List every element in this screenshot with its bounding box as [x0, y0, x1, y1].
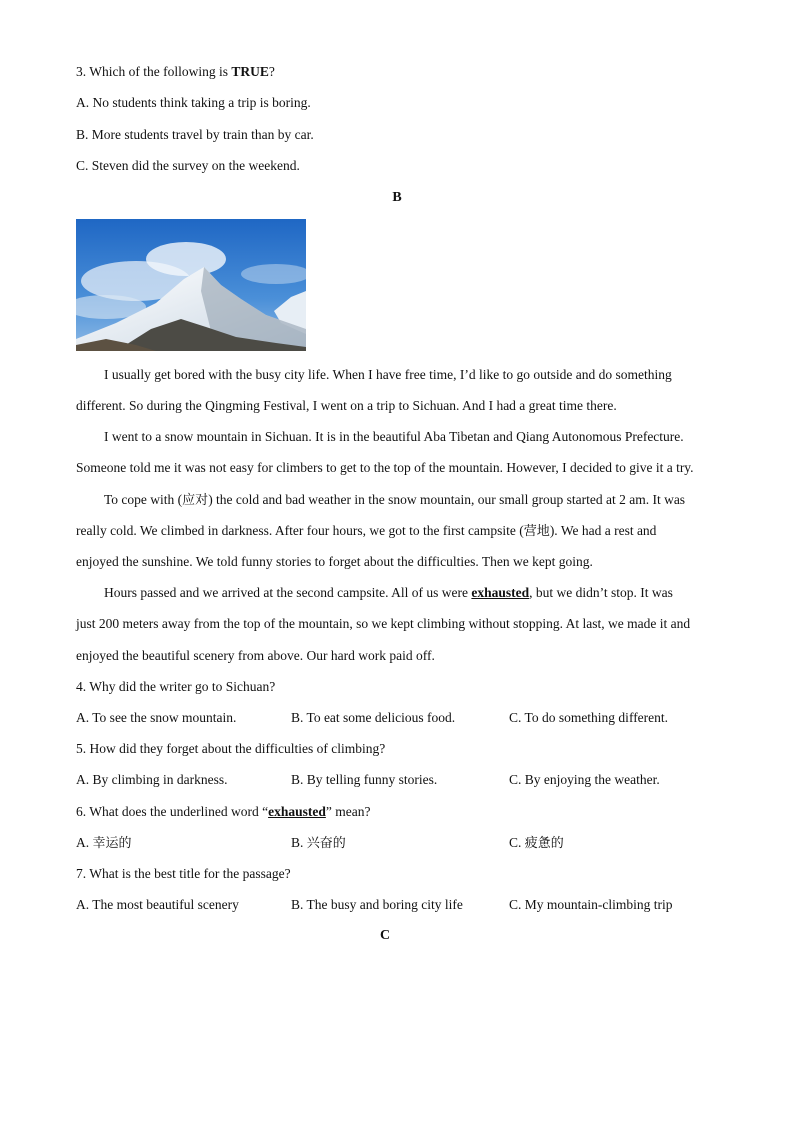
passage-line-5: [104, 492, 685, 509]
q7-option-a: A. The most beautiful scenery: [76, 897, 239, 912]
chinese-gloss-cope: 应对: [182, 493, 209, 508]
q4-stem: 4. Why did the writer go to Sichuan?: [76, 679, 276, 694]
q5-option-a: A. By climbing in darkness.: [76, 772, 228, 787]
q6-option-b-text: 兴奋的: [306, 836, 346, 851]
q4-option-c: C. To do something different.: [509, 710, 669, 725]
q3-option-a: A. No students think taking a trip is boring.: [76, 95, 311, 110]
q5-option-b: B. By telling funny stories.: [291, 772, 438, 787]
q3-stem: [76, 64, 275, 80]
underlined-word-exhausted: exhausted: [471, 585, 530, 600]
passage-line-6-end: ). We had a rest and: [549, 523, 657, 538]
q6-option-c: [509, 835, 564, 852]
q5-stem: 5. How did they forget about the difficulties of climbing?: [76, 741, 386, 756]
passage-line-5-end: ) the cold and bad weather in the snow mountain, our small group started at 2 am. It was: [208, 492, 686, 507]
q6-option-a-text: 幸运的: [92, 836, 132, 851]
section-c-heading: C: [379, 928, 391, 943]
q3-stem-text: 3. Which of the following is: [76, 64, 232, 79]
passage-line-10: enjoyed the beautiful scenery from above. Our hard work paid off.: [76, 648, 435, 663]
passage-line-7: enjoyed the sunshine. We told funny stories to forget about the difficulties. Then we kept going.: [76, 554, 593, 569]
passage-line-3: I went to a snow mountain in Sichuan. It is in the beautiful Aba Tibetan and Qiang Autonomous Prefecture.: [104, 429, 684, 444]
passage-line-5-start: To cope with (: [104, 492, 183, 507]
q6-stem-start: 6. What does the underlined word “: [76, 804, 269, 819]
q6-option-b: [291, 835, 346, 852]
passage-line-8: [104, 585, 673, 601]
q7-option-b: B. The busy and boring city life: [291, 897, 463, 912]
q3-option-c: C. Steven did the survey on the weekend.: [76, 158, 300, 173]
q5-option-c: C. By enjoying the weather.: [509, 772, 660, 787]
q6-stem: [76, 804, 370, 820]
q6-option-c-text: 疲惫的: [524, 836, 564, 851]
snow-mountain-photo: [76, 219, 306, 351]
q7-option-c: C. My mountain-climbing trip: [509, 897, 673, 912]
passage-line-1: I usually get bored with the busy city life. When I have free time, I’d like to go outside and do something: [104, 367, 672, 382]
q7-stem: 7. What is the best title for the passage?: [76, 866, 291, 881]
q6-option-c-label: C.: [509, 835, 525, 850]
passage-line-9: just 200 meters away from the top of the mountain, so we kept climbing without stopping. At last, we made it and: [76, 616, 691, 631]
passage-line-4: Someone told me it was not easy for climbers to get to the top of the mountain. However, I decided to give it a try.: [76, 460, 694, 475]
q3-stem-bold: TRUE: [231, 64, 269, 79]
passage-line-6: [76, 523, 656, 540]
section-b-heading: B: [392, 190, 402, 205]
chinese-gloss-campsite: 营地: [523, 524, 550, 539]
q3-option-b: B. More students travel by train than by car.: [76, 127, 314, 142]
q6-option-a-label: A.: [76, 835, 93, 850]
q3-stem-end: ?: [268, 64, 275, 79]
q6-option-a: [76, 835, 132, 852]
passage-line-8-end: , but we didn’t stop. It was: [529, 585, 673, 600]
q6-stem-end: ” mean?: [325, 804, 371, 819]
passage-line-8-start: Hours passed and we arrived at the second campsite. All of us were: [104, 585, 472, 600]
passage-line-6-start: really cold. We climbed in darkness. After four hours, we got to the first campsite (: [76, 523, 524, 538]
q4-option-a: A. To see the snow mountain.: [76, 710, 237, 725]
passage-line-2: different. So during the Qingming Festival, I went on a trip to Sichuan. And I had a great time there.: [76, 398, 617, 413]
q4-option-b: B. To eat some delicious food.: [291, 710, 456, 725]
q6-option-b-label: B.: [291, 835, 307, 850]
q6-underlined-word: exhausted: [268, 804, 326, 819]
